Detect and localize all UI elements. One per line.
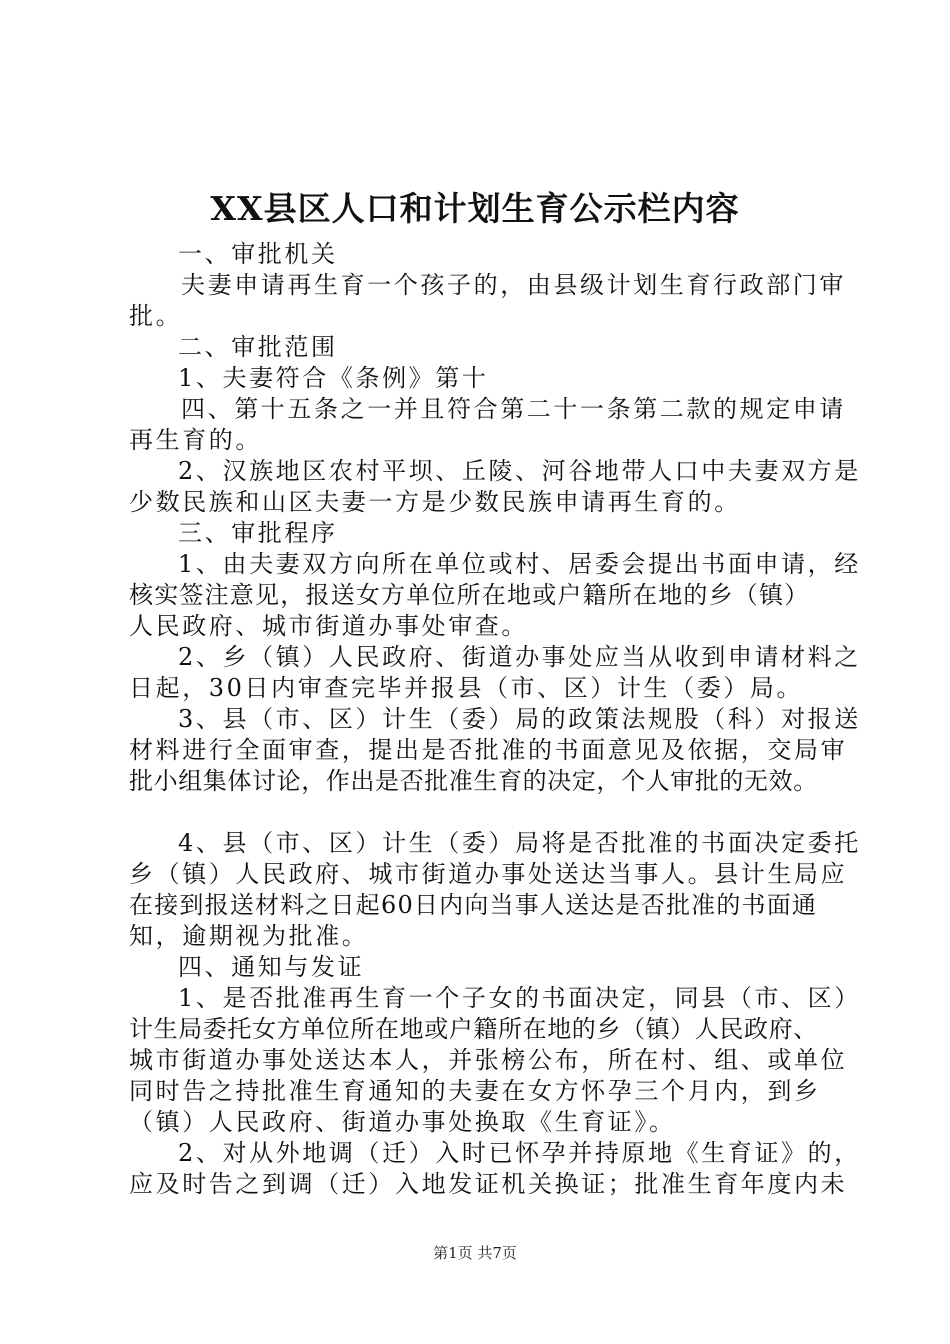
section-heading: 四、通知与发证 xyxy=(178,953,365,981)
paragraph-line: 计生局委托女方单位所在地或户籍所在地的乡（镇）人民政府、 xyxy=(129,1015,818,1043)
paragraph-line: （镇）人民政府、街道办事处换取《生育证》。 xyxy=(129,1108,676,1136)
paragraph-line: 夫妻申请再生育一个孩子的，由县级计划生育行政部门审 xyxy=(181,271,846,299)
paragraph-line: 批小组集体讨论，作出是否批准生育的决定，个人审批的无效。 xyxy=(129,767,818,795)
document-title: XX县区人口和计划生育公示栏内容 xyxy=(210,189,740,228)
paragraph-line: 1、夫妻符合《条例》第十 xyxy=(178,364,489,392)
paragraph-line: 2、汉族地区农村平坝、丘陵、河谷地带人口中夫妻双方是 xyxy=(178,457,861,485)
paragraph-line: 3、县（市、区）计生（委）局的政策法规股（科）对报送 xyxy=(178,705,861,733)
page-number: 第1页 共7页 xyxy=(433,1244,517,1262)
paragraph-line: 在接到报送材料之日起60日内向当事人送达是否批准的书面通 xyxy=(129,891,818,919)
paragraph-line: 再生育的。 xyxy=(129,426,262,454)
paragraph-line: 乡（镇）人民政府、城市街道办事处送达当事人。县计生局应 xyxy=(129,860,848,888)
paragraph-line: 4、县（市、区）计生（委）局将是否批准的书面决定委托 xyxy=(178,829,861,857)
paragraph-line: 少数民族和山区夫妻一方是少数民族申请再生育的。 xyxy=(129,488,741,516)
paragraph-line: 城市街道办事处送达本人，并张榜公布，所在村、组、或单位 xyxy=(129,1046,848,1074)
paragraph-line: 同时告之持批准生育通知的夫妻在女方怀孕三个月内，到乡 xyxy=(129,1077,821,1105)
paragraph-line: 核实签注意见，报送女方单位所在地或户籍所在地的乡（镇） xyxy=(129,581,810,609)
paragraph-line: 人民政府、城市街道办事处审查。 xyxy=(129,612,528,640)
paragraph-line: 1、由夫妻双方向所在单位或村、居委会提出书面申请，经 xyxy=(178,550,861,578)
paragraph-line: 应及时告之到调（迁）入地发证机关换证；批准生育年度内未 xyxy=(129,1170,848,1198)
paragraph-line: 知，逾期视为批准。 xyxy=(129,922,369,950)
paragraph-line: 日起，30日内审查完毕并报县（市、区）计生（委）局。 xyxy=(129,674,804,702)
paragraph-line: 材料进行全面审查，提出是否批准的书面意见及依据，交局审 xyxy=(129,736,848,764)
paragraph-line: 2、乡（镇）人民政府、街道办事处应当从收到申请材料之 xyxy=(178,643,861,671)
paragraph-line: 批。 xyxy=(129,302,183,330)
paragraph-line: 四、第十五条之一并且符合第二十一条第二款的规定申请 xyxy=(181,395,846,423)
paragraph-line: 1、是否批准再生育一个子女的书面决定，同县（市、区） xyxy=(178,984,861,1012)
section-heading: 二、审批范围 xyxy=(178,333,338,361)
section-heading: 一、审批机关 xyxy=(178,240,338,268)
section-heading: 三、审批程序 xyxy=(178,519,338,547)
paragraph-line: 2、对从外地调（迁）入时已怀孕并持原地《生育证》的， xyxy=(178,1139,861,1167)
